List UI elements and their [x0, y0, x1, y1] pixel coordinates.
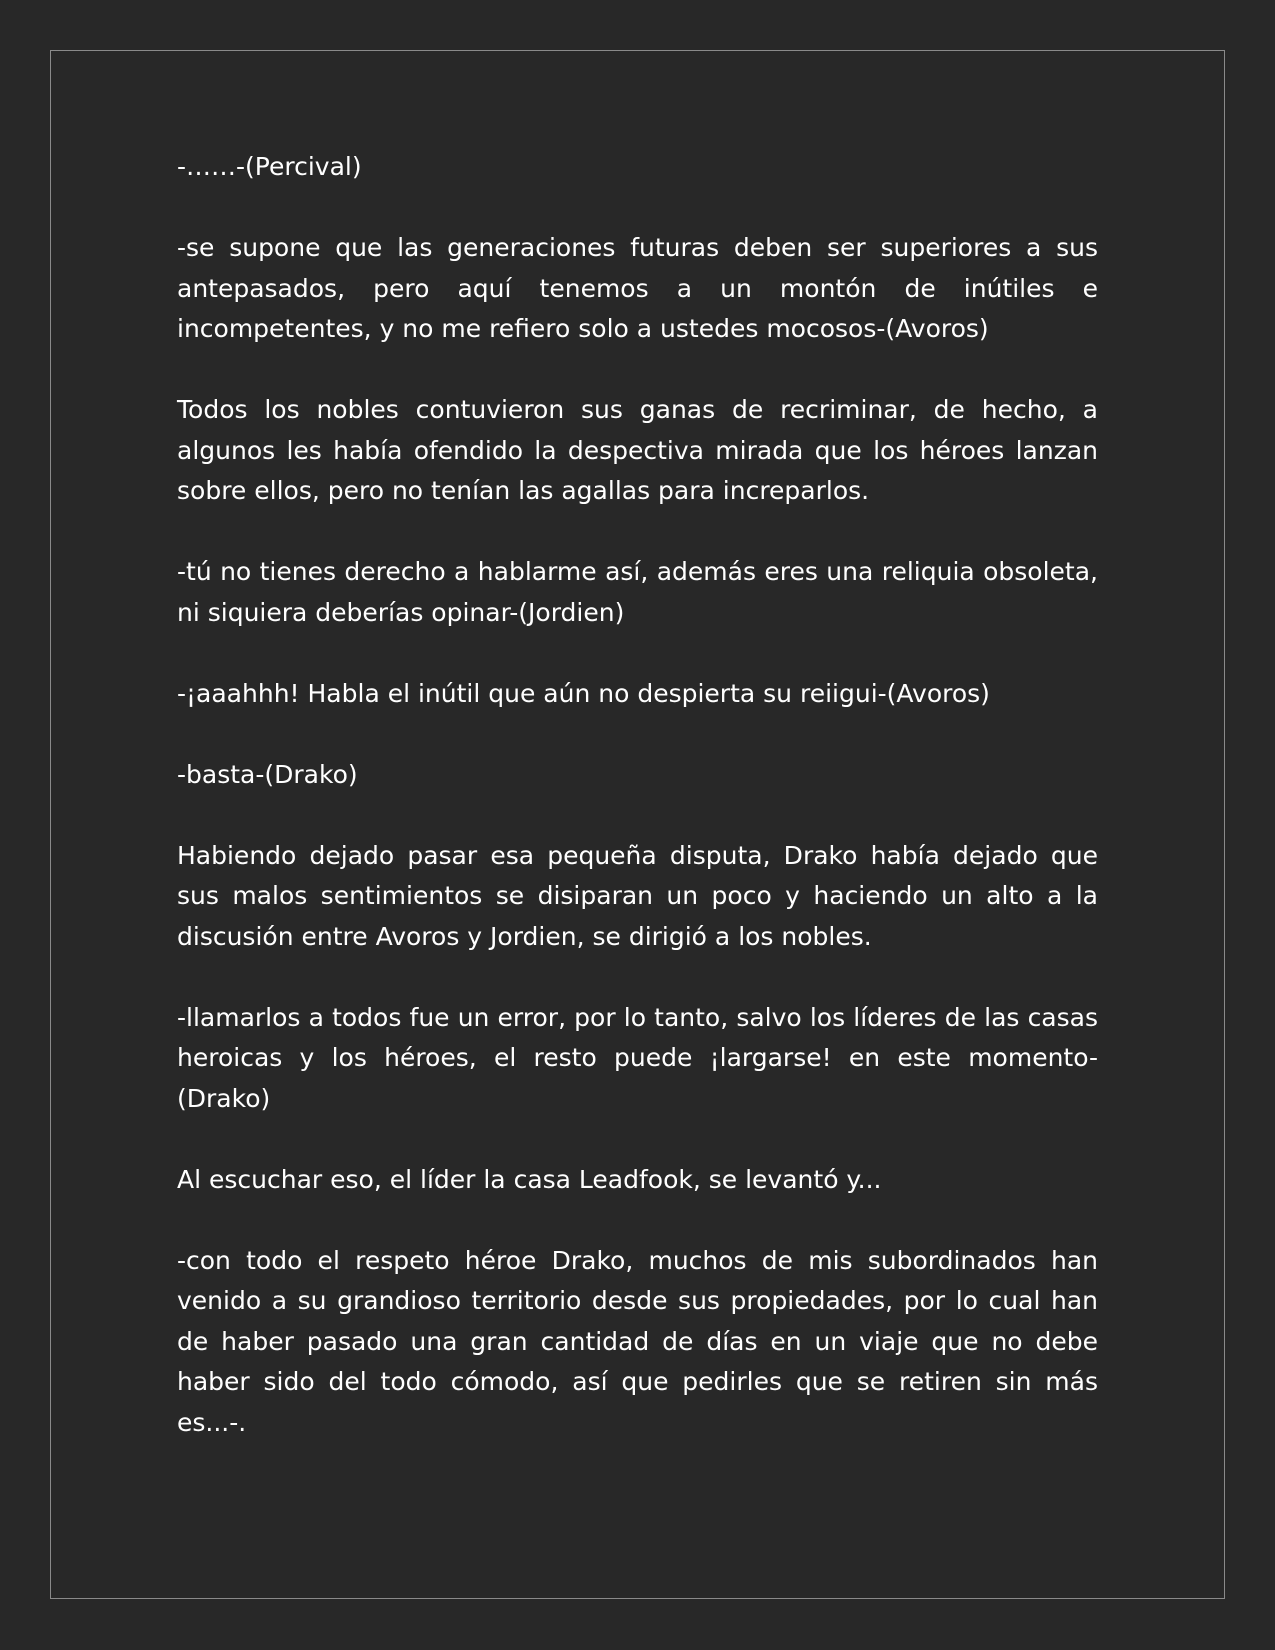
paragraph: -basta-(Drako): [177, 759, 358, 789]
paragraph: Al escuchar eso, el líder la casa Leadfook, se levantó y...: [177, 1164, 882, 1194]
paragraph: Habiendo dejado pasar esa pequeña disputa, Drako había dejado que sus malos sentimientos se disiparan un poco y haciendo un alto a la discusión entre Avoros y Jordien, se dirigió a los nobles.: [177, 840, 1098, 951]
paragraph: -¡aaahhh! Habla el inútil que aún no despierta su reiigui-(Avoros): [177, 678, 990, 708]
paragraph: -llamarlos a todos fue un error, por lo tanto, salvo los líderes de las casas heroicas y los héroes, el resto puede ¡largarse! en este momento-(Drako): [177, 1002, 1098, 1113]
paragraph: -tú no tienes derecho a hablarme así, además eres una reliquia obsoleta, ni siquiera deberías opinar-(Jordien): [177, 557, 1098, 627]
paragraph: -con todo el respeto héroe Drako, muchos de mis subordinados han venido a su grandioso territorio desde sus propiedades, por lo cual han de haber pasado una gran cantidad de días en un viaje que no debe haber sido del todo cómodo, así que pedirles que se retiren sin más es...-.: [177, 1245, 1098, 1437]
paragraph: -se supone que las generaciones futuras deben ser superiores a sus antepasados, pero aquí tenemos a un montón de inútiles e incompetentes, y no me refiero solo a ustedes mocosos-(Avoros): [177, 233, 1098, 343]
paragraph: -……-(Percival): [177, 152, 362, 181]
paragraph: Todos los nobles contuvieron sus ganas de recriminar, de hecho, a algunos les había ofendido la despectiva mirada que los héroes lanzan sobre ellos, pero no tenían las agallas para increparlos.: [177, 395, 1098, 505]
document-body: [177, 147, 1098, 1443]
